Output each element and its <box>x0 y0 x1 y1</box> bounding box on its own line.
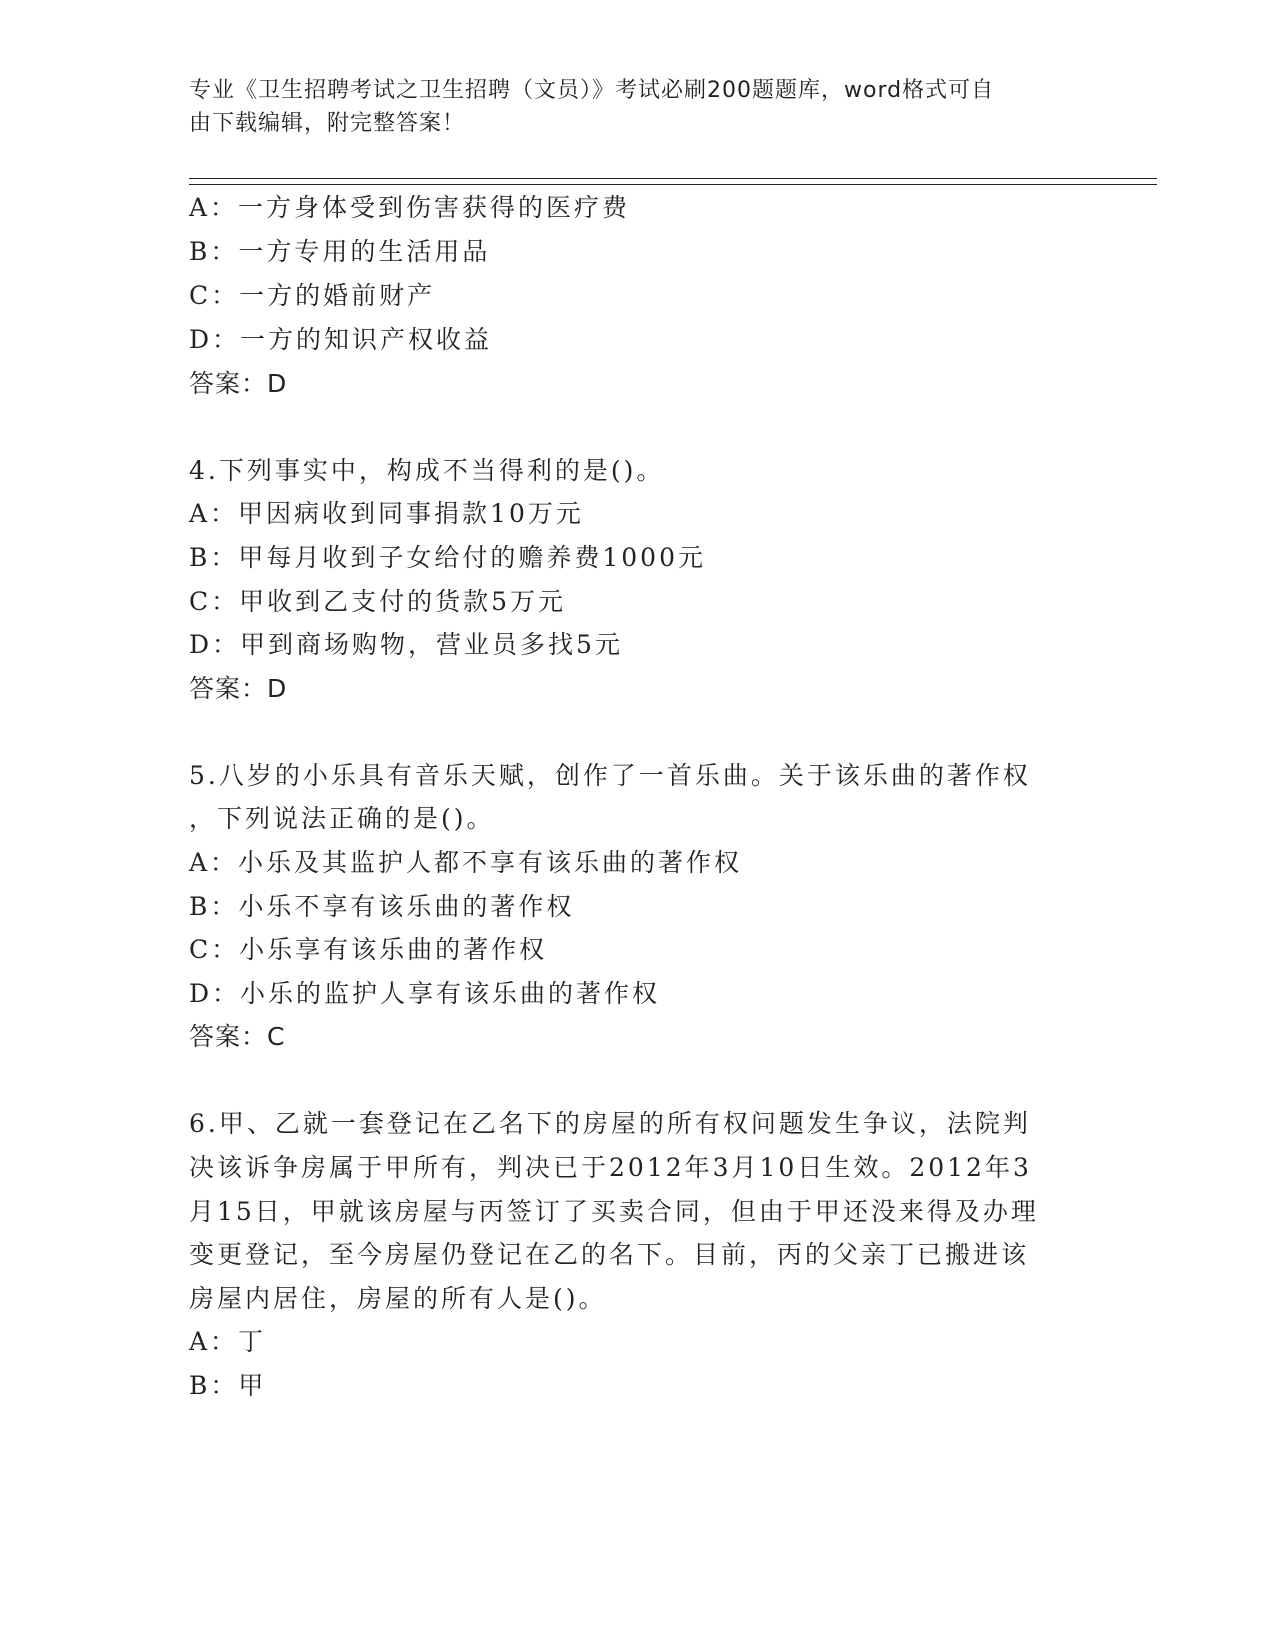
q3-option-d: D：一方的知识产权收益 <box>189 325 493 354</box>
q4-option-a: A：甲因病收到同事捐款10万元 <box>189 499 584 528</box>
q6-stem-line-4: 变更登记，至今房屋仍登记在乙的名下。目前，丙的父亲丁已搬进该 <box>189 1240 1030 1269</box>
header-divider-top <box>189 178 1157 179</box>
q5-stem-line-2: ，下列说法正确的是()。 <box>189 804 495 833</box>
q4-answer: 答案：D <box>189 674 288 703</box>
q5-option-c: C：小乐享有该乐曲的著作权 <box>189 935 548 964</box>
header-line-2: 由下载编辑，附完整答案！ <box>189 111 466 136</box>
header-divider-bottom <box>189 184 1157 185</box>
document-header <box>189 74 1069 140</box>
q4-option-b: B：甲每月收到子女给付的赡养费1000元 <box>189 543 706 572</box>
q3-answer: 答案：D <box>189 369 288 398</box>
q4-option-c: C：甲收到乙支付的货款5万元 <box>189 587 567 616</box>
q5-option-d: D：小乐的监护人享有该乐曲的著作权 <box>189 979 661 1008</box>
q6-option-b: B：甲 <box>189 1371 267 1400</box>
q5-stem-line-1: 5.八岁的小乐具有音乐天赋，创作了一首乐曲。关于该乐曲的著作权 <box>189 761 1031 790</box>
q5-option-a: A：小乐及其监护人都不享有该乐曲的著作权 <box>189 848 743 877</box>
q4-option-d: D：甲到商场购物，营业员多找5元 <box>189 630 623 659</box>
q6-stem-line-2: 决该诉争房属于甲所有，判决已于2012年3月10日生效。2012年3 <box>189 1153 1032 1182</box>
q6-option-a: A：丁 <box>189 1327 267 1356</box>
q5-answer: 答案：C <box>189 1022 286 1051</box>
header-line-1: 专业《卫生招聘考试之卫生招聘（文员）》考试必刷200题题库，word格式可自 <box>189 78 995 103</box>
q4-stem: 4.下列事实中，构成不当得利的是()。 <box>189 456 665 485</box>
q3-option-a: A：一方身体受到伤害获得的医疗费 <box>189 193 631 222</box>
q5-option-b: B：小乐不享有该乐曲的著作权 <box>189 892 575 921</box>
q6-stem-line-5: 房屋内居住，房屋的所有人是()。 <box>189 1284 607 1313</box>
q3-option-c: C：一方的婚前财产 <box>189 281 436 310</box>
q3-option-b: B：一方专用的生活用品 <box>189 237 491 266</box>
q6-stem-line-1: 6.甲、乙就一套登记在乙名下的房屋的所有权问题发生争议，法院判 <box>189 1109 1031 1138</box>
q6-stem-line-3: 月15日，甲就该房屋与丙签订了买卖合同，但由于甲还没来得及办理 <box>189 1197 1039 1226</box>
